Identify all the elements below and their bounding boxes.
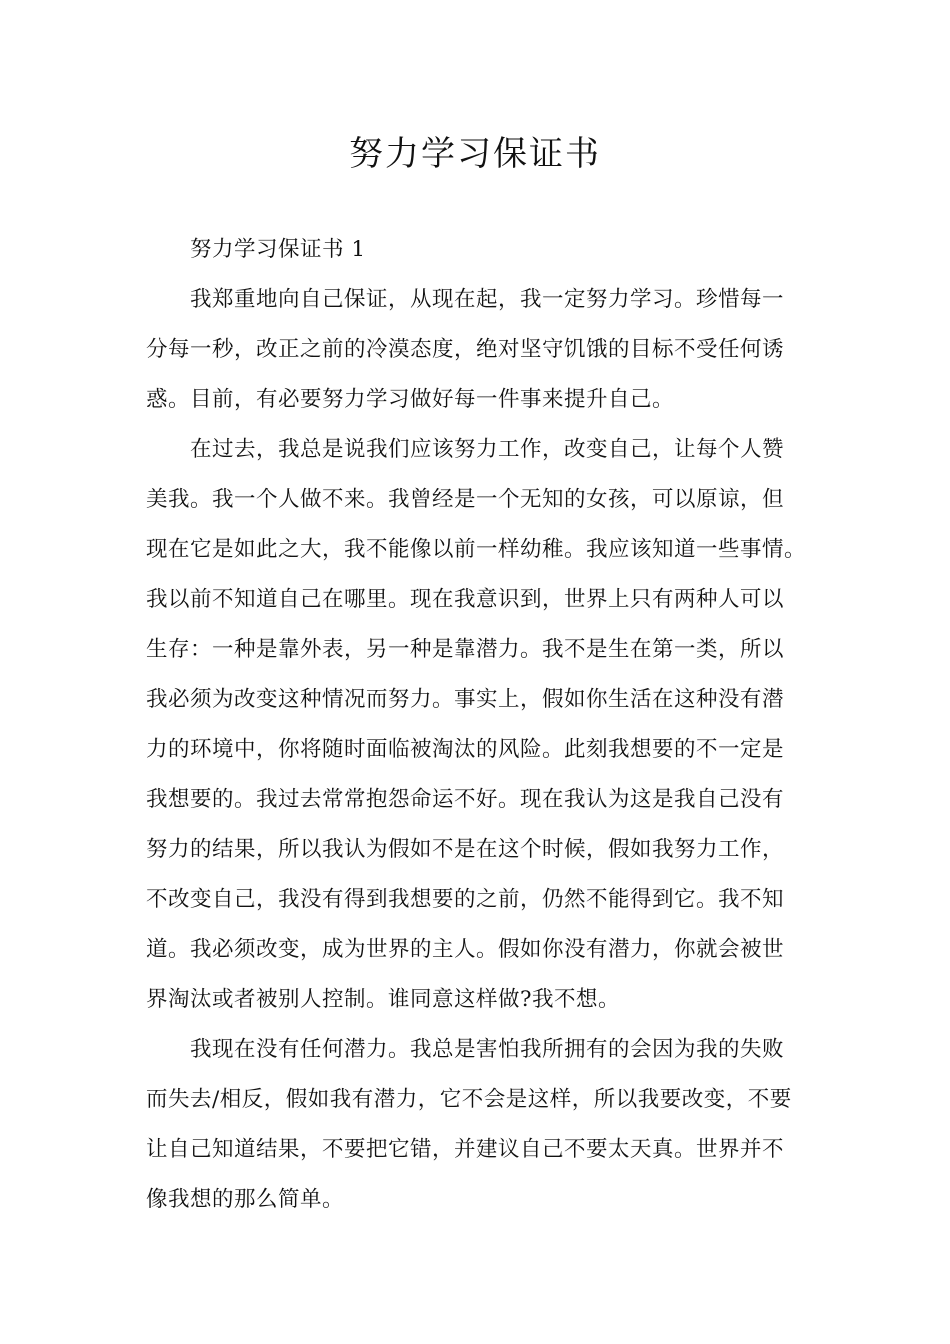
paragraph-line: 而失去/相反，假如我有潜力，它不会是这样，所以我要改变，不要 (146, 1087, 792, 1112)
paragraph-line: 惑。目前，有必要努力学习做好每一件事来提升自己。 (146, 387, 675, 412)
paragraph-line: 我想要的。我过去常常抱怨命运不好。现在我认为这是我自己没有 (146, 787, 785, 812)
paragraph-line: 不改变自己，我没有得到我想要的之前，仍然不能得到它。我不知 (146, 887, 785, 912)
paragraph-line: 像我想的那么简单。 (146, 1187, 345, 1212)
paragraph-line: 生存：一种是靠外表，另一种是靠潜力。我不是生在第一类，所以 (146, 637, 785, 662)
paragraph-line: 让自己知道结果，不要把它错，并建议自己不要太天真。世界并不 (146, 1137, 785, 1162)
section-heading: 努力学习保证书 1 (190, 237, 366, 262)
document-title: 努力学习保证书 (349, 134, 601, 174)
paragraph-line: 我以前不知道自己在哪里。现在我意识到，世界上只有两种人可以 (146, 587, 785, 612)
paragraph-line: 在过去，我总是说我们应该努力工作，改变自己，让每个人赞 (190, 437, 785, 462)
paragraph-line: 力的环境中，你将随时面临被淘汰的风险。此刻我想要的不一定是 (146, 737, 785, 762)
paragraph-line: 道。我必须改变，成为世界的主人。假如你没有潜力，你就会被世 (146, 937, 785, 962)
paragraph-line: 我郑重地向自己保证，从现在起，我一定努力学习。珍惜每一 (190, 287, 785, 312)
document-body (146, 225, 811, 1225)
paragraph-line: 界淘汰或者被别人控制。谁同意这样做?我不想。 (146, 987, 621, 1012)
paragraph-line: 我必须为改变这种情况而努力。事实上，假如你生活在这种没有潜 (146, 687, 785, 712)
paragraph-line: 我现在没有任何潜力。我总是害怕我所拥有的会因为我的失败 (190, 1037, 785, 1062)
paragraph-line: 现在它是如此之大，我不能像以前一样幼稚。我应该知道一些事情。 (146, 537, 807, 562)
paragraph-line: 分每一秒，改正之前的冷漠态度，绝对坚守饥饿的目标不受任何诱 (146, 337, 785, 362)
paragraph-line: 美我。我一个人做不来。我曾经是一个无知的女孩，可以原谅，但 (146, 487, 785, 512)
paragraph-line: 努力的结果，所以我认为假如不是在这个时候，假如我努力工作， (146, 837, 785, 862)
